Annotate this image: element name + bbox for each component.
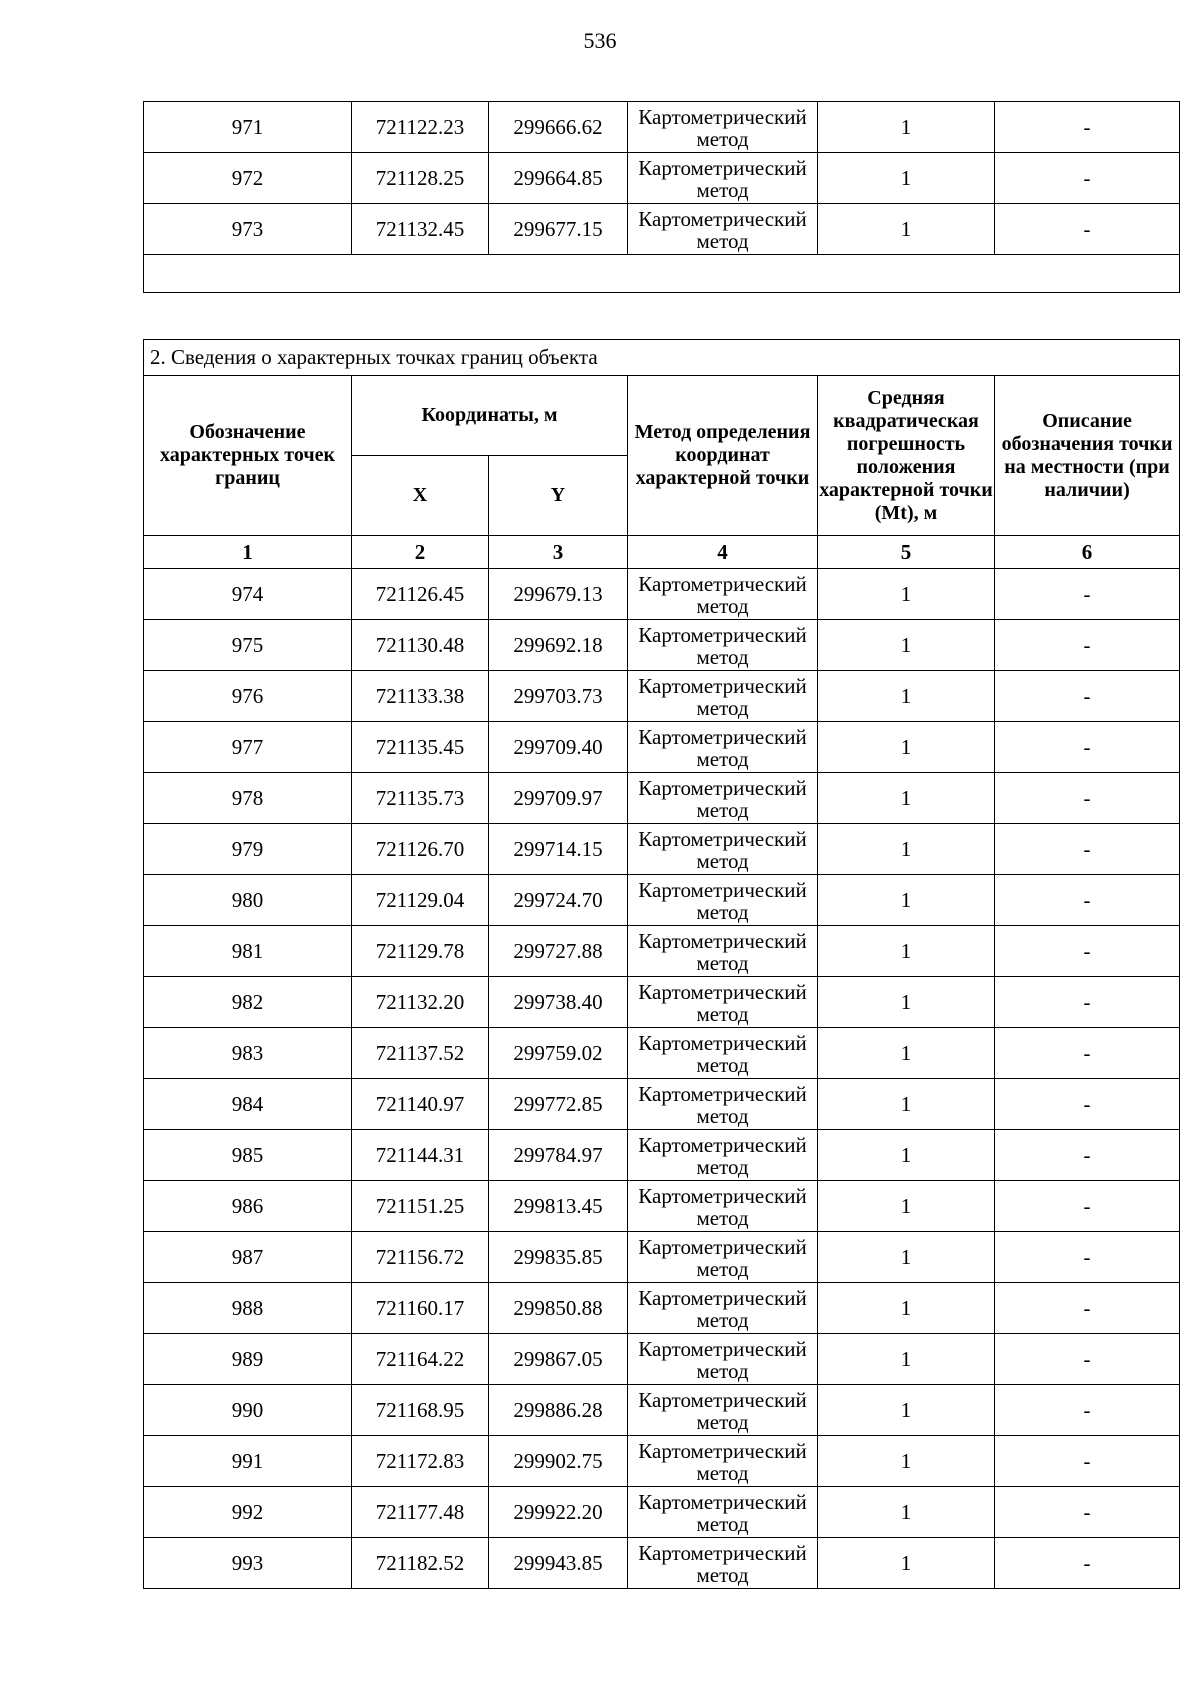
method-line-1: Картометрический: [638, 206, 807, 231]
point-number: 972: [144, 153, 352, 204]
method-line-1: Картометрический: [638, 673, 807, 698]
boundary-points-table: [143, 339, 1180, 1589]
method-cell: [628, 1232, 818, 1283]
mean-error: 1: [818, 722, 995, 773]
table-row: [144, 1079, 1180, 1130]
mean-error: 1: [818, 1283, 995, 1334]
description: -: [995, 1283, 1180, 1334]
method-line-1: Картометрический: [638, 1336, 807, 1361]
table-row: [144, 1232, 1180, 1283]
method-line-2: метод: [696, 126, 749, 151]
table-row: [144, 1538, 1180, 1589]
method-cell: [628, 1385, 818, 1436]
section-title-row: [144, 340, 1180, 376]
point-number: 988: [144, 1283, 352, 1334]
coord-x: 721160.17: [352, 1283, 489, 1334]
table-row: [144, 204, 1180, 255]
method-line-1: Картометрический: [638, 1285, 807, 1310]
method-line-1: Картометрический: [638, 1489, 807, 1514]
method-line-1: Картометрический: [638, 724, 807, 749]
header-x: X: [352, 456, 489, 536]
empty-table-row: [144, 255, 1180, 293]
description: -: [995, 1436, 1180, 1487]
header-mean-error: Средняя квадратическая погрешность положения характерной точки (Mt), м: [818, 376, 995, 536]
method-line-2: метод: [696, 1001, 749, 1026]
method-line-1: Картометрический: [638, 622, 807, 647]
method-cell: [628, 153, 818, 204]
coord-y: 299709.97: [489, 773, 628, 824]
method-cell: [628, 204, 818, 255]
coord-y: 299709.40: [489, 722, 628, 773]
mean-error: 1: [818, 1487, 995, 1538]
mean-error: 1: [818, 875, 995, 926]
table-row: [144, 1487, 1180, 1538]
description: -: [995, 1538, 1180, 1589]
mean-error: 1: [818, 1232, 995, 1283]
coord-y: 299784.97: [489, 1130, 628, 1181]
table-row: [144, 722, 1180, 773]
column-numbers-row: [144, 536, 1180, 569]
method-line-1: Картометрический: [638, 1081, 807, 1106]
coord-x: 721133.38: [352, 671, 489, 722]
coord-y: 299714.15: [489, 824, 628, 875]
header-point-designation: Обозначение характерных точек границ: [144, 376, 352, 536]
point-number: 989: [144, 1334, 352, 1385]
method-cell: [628, 926, 818, 977]
column-number: 6: [995, 536, 1180, 569]
method-cell: [628, 620, 818, 671]
method-cell: [628, 569, 818, 620]
method-line-2: метод: [696, 797, 749, 822]
description: -: [995, 620, 1180, 671]
method-line-1: Картометрический: [638, 1030, 807, 1055]
mean-error: 1: [818, 1385, 995, 1436]
description: -: [995, 1334, 1180, 1385]
method-line-1: Картометрический: [638, 1540, 807, 1565]
coord-y: 299738.40: [489, 977, 628, 1028]
column-number: 1: [144, 536, 352, 569]
coord-x: 721151.25: [352, 1181, 489, 1232]
description: -: [995, 102, 1180, 153]
method-line-2: метод: [696, 1358, 749, 1383]
coord-y: 299850.88: [489, 1283, 628, 1334]
description: -: [995, 569, 1180, 620]
point-number: 975: [144, 620, 352, 671]
coord-x: 721177.48: [352, 1487, 489, 1538]
header-description: Описание обозначения точки на местности (при наличии): [995, 376, 1180, 536]
mean-error: 1: [818, 102, 995, 153]
method-line-1: Картометрический: [638, 1387, 807, 1412]
header-y: Y: [489, 456, 628, 536]
continued-coordinates-table: [143, 101, 1180, 293]
mean-error: 1: [818, 1538, 995, 1589]
point-number: 974: [144, 569, 352, 620]
method-line-1: Картометрический: [638, 571, 807, 596]
point-number: 978: [144, 773, 352, 824]
point-number: 984: [144, 1079, 352, 1130]
coord-x: 721182.52: [352, 1538, 489, 1589]
point-number: 991: [144, 1436, 352, 1487]
coord-y: 299759.02: [489, 1028, 628, 1079]
header-coordinates: Координаты, м: [352, 376, 628, 456]
table-row: [144, 824, 1180, 875]
table-row: [144, 1028, 1180, 1079]
method-line-1: Картометрический: [638, 1132, 807, 1157]
point-number: 971: [144, 102, 352, 153]
method-line-1: Картометрический: [638, 979, 807, 1004]
coord-y: 299677.15: [489, 204, 628, 255]
coord-y: 299703.73: [489, 671, 628, 722]
coord-x: 721126.70: [352, 824, 489, 875]
method-cell: [628, 1436, 818, 1487]
method-cell: [628, 1079, 818, 1130]
point-number: 980: [144, 875, 352, 926]
coord-y: 299835.85: [489, 1232, 628, 1283]
coord-y: 299886.28: [489, 1385, 628, 1436]
column-number: 3: [489, 536, 628, 569]
method-line-2: метод: [696, 848, 749, 873]
description: -: [995, 204, 1180, 255]
coord-x: 721122.23: [352, 102, 489, 153]
coord-y: 299772.85: [489, 1079, 628, 1130]
description: -: [995, 1232, 1180, 1283]
coord-x: 721135.73: [352, 773, 489, 824]
method-cell: [628, 1334, 818, 1385]
table-row: [144, 1385, 1180, 1436]
mean-error: 1: [818, 926, 995, 977]
description: -: [995, 722, 1180, 773]
coord-y: 299813.45: [489, 1181, 628, 1232]
method-cell: [628, 824, 818, 875]
table-row: [144, 1334, 1180, 1385]
coord-y: 299867.05: [489, 1334, 628, 1385]
coord-y: 299943.85: [489, 1538, 628, 1589]
page-number: 536: [583, 28, 617, 53]
point-number: 986: [144, 1181, 352, 1232]
method-line-1: Картометрический: [638, 826, 807, 851]
table-row: [144, 153, 1180, 204]
table-row: [144, 1436, 1180, 1487]
coord-y: 299727.88: [489, 926, 628, 977]
method-line-2: метод: [696, 1460, 749, 1485]
description: -: [995, 773, 1180, 824]
section-title: 2. Сведения о характерных точках границ объекта: [144, 340, 1180, 376]
point-number: 979: [144, 824, 352, 875]
method-line-1: Картометрический: [638, 155, 807, 180]
method-line-1: Картометрический: [638, 928, 807, 953]
mean-error: 1: [818, 153, 995, 204]
coord-x: 721132.45: [352, 204, 489, 255]
description: -: [995, 671, 1180, 722]
point-number: 983: [144, 1028, 352, 1079]
method-line-2: метод: [696, 644, 749, 669]
table-row: [144, 926, 1180, 977]
method-line-2: метод: [696, 1256, 749, 1281]
description: -: [995, 977, 1180, 1028]
method-line-2: метод: [696, 1052, 749, 1077]
method-line-1: Картометрический: [638, 1438, 807, 1463]
method-cell: [628, 1487, 818, 1538]
coord-y: 299692.18: [489, 620, 628, 671]
description: -: [995, 875, 1180, 926]
coord-x: 721168.95: [352, 1385, 489, 1436]
table-row: [144, 773, 1180, 824]
method-line-2: метод: [696, 1511, 749, 1536]
table-body: [144, 569, 1180, 1589]
method-line-2: метод: [696, 950, 749, 975]
method-line-1: Картометрический: [638, 1183, 807, 1208]
point-number: 992: [144, 1487, 352, 1538]
coord-y: 299922.20: [489, 1487, 628, 1538]
point-number: 985: [144, 1130, 352, 1181]
method-cell: [628, 1130, 818, 1181]
mean-error: 1: [818, 569, 995, 620]
table-row: [144, 875, 1180, 926]
point-number: 977: [144, 722, 352, 773]
mean-error: 1: [818, 1181, 995, 1232]
coord-x: 721130.48: [352, 620, 489, 671]
method-line-2: метод: [696, 228, 749, 253]
mean-error: 1: [818, 977, 995, 1028]
method-cell: [628, 1181, 818, 1232]
mean-error: 1: [818, 773, 995, 824]
method-line-1: Картометрический: [638, 775, 807, 800]
method-cell: [628, 875, 818, 926]
method-line-2: метод: [696, 1307, 749, 1332]
method-line-2: метод: [696, 695, 749, 720]
coord-x: 721140.97: [352, 1079, 489, 1130]
point-number: 987: [144, 1232, 352, 1283]
coord-x: 721126.45: [352, 569, 489, 620]
description: -: [995, 926, 1180, 977]
method-line-2: метод: [696, 593, 749, 618]
table-row: [144, 102, 1180, 153]
header-row: [144, 376, 1180, 456]
method-line-2: метод: [696, 1562, 749, 1587]
coord-y: 299679.13: [489, 569, 628, 620]
method-line-1: Картометрический: [638, 877, 807, 902]
coord-x: 721172.83: [352, 1436, 489, 1487]
method-line-2: метод: [696, 746, 749, 771]
method-cell: [628, 773, 818, 824]
method-cell: [628, 1028, 818, 1079]
table-row: [144, 1130, 1180, 1181]
method-cell: [628, 1538, 818, 1589]
coord-x: 721132.20: [352, 977, 489, 1028]
coord-y: 299902.75: [489, 1436, 628, 1487]
table-row: [144, 1283, 1180, 1334]
coord-x: 721128.25: [352, 153, 489, 204]
column-number: 5: [818, 536, 995, 569]
coord-x: 721135.45: [352, 722, 489, 773]
continued-table-body: [144, 102, 1180, 255]
column-number: 2: [352, 536, 489, 569]
table-row: [144, 569, 1180, 620]
description: -: [995, 1385, 1180, 1436]
point-number: 981: [144, 926, 352, 977]
table-row: [144, 977, 1180, 1028]
description: -: [995, 1028, 1180, 1079]
coord-y: 299666.62: [489, 102, 628, 153]
mean-error: 1: [818, 1028, 995, 1079]
table-row: [144, 620, 1180, 671]
method-cell: [628, 722, 818, 773]
method-line-1: Картометрический: [638, 1234, 807, 1259]
method-line-2: метод: [696, 1205, 749, 1230]
mean-error: 1: [818, 1436, 995, 1487]
method-cell: [628, 102, 818, 153]
coord-y: 299664.85: [489, 153, 628, 204]
method-line-2: метод: [696, 1103, 749, 1128]
point-number: 973: [144, 204, 352, 255]
mean-error: 1: [818, 620, 995, 671]
point-number: 990: [144, 1385, 352, 1436]
coord-x: 721164.22: [352, 1334, 489, 1385]
description: -: [995, 1130, 1180, 1181]
description: -: [995, 1079, 1180, 1130]
empty-cell: [144, 255, 1180, 293]
description: -: [995, 1181, 1180, 1232]
coord-x: 721129.04: [352, 875, 489, 926]
mean-error: 1: [818, 824, 995, 875]
method-line-2: метод: [696, 177, 749, 202]
method-cell: [628, 1283, 818, 1334]
description: -: [995, 824, 1180, 875]
method-line-2: метод: [696, 899, 749, 924]
description: -: [995, 1487, 1180, 1538]
description: -: [995, 153, 1180, 204]
method-cell: [628, 671, 818, 722]
method-line-2: метод: [696, 1409, 749, 1434]
mean-error: 1: [818, 1079, 995, 1130]
coord-x: 721144.31: [352, 1130, 489, 1181]
coord-x: 721137.52: [352, 1028, 489, 1079]
coord-y: 299724.70: [489, 875, 628, 926]
coord-x: 721156.72: [352, 1232, 489, 1283]
method-line-1: Картометрический: [638, 104, 807, 129]
mean-error: 1: [818, 204, 995, 255]
header-method: Метод определения координат характерной точки: [628, 376, 818, 536]
coord-x: 721129.78: [352, 926, 489, 977]
table-row: [144, 1181, 1180, 1232]
mean-error: 1: [818, 671, 995, 722]
point-number: 982: [144, 977, 352, 1028]
table-row: [144, 671, 1180, 722]
column-number: 4: [628, 536, 818, 569]
method-line-2: метод: [696, 1154, 749, 1179]
point-number: 976: [144, 671, 352, 722]
method-cell: [628, 977, 818, 1028]
mean-error: 1: [818, 1334, 995, 1385]
mean-error: 1: [818, 1130, 995, 1181]
point-number: 993: [144, 1538, 352, 1589]
